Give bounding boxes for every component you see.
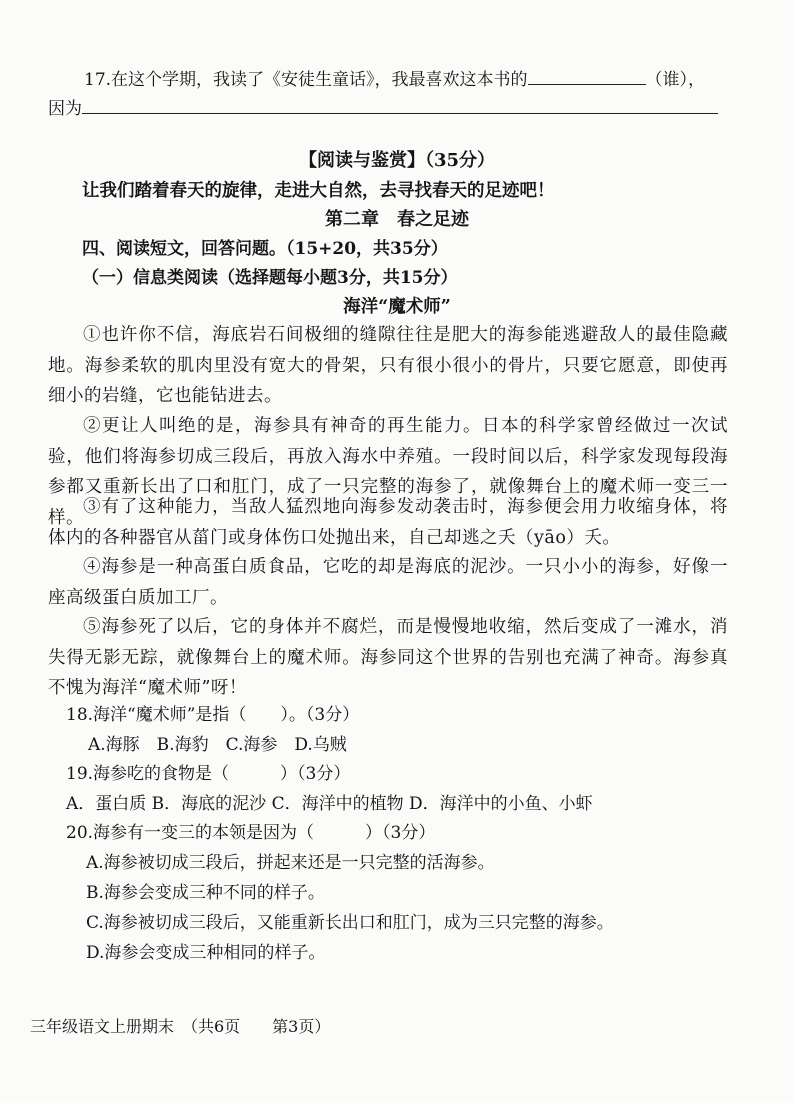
page-footer: 三年级语文上册期末 （共6页 第3页）: [30, 1017, 331, 1036]
section-title: 【阅读与鉴赏】（35分）: [298, 150, 496, 171]
subsection-heading: （一）信息类阅读（选择题每小题3分，共15分）: [82, 268, 458, 288]
question-20-option-a[interactable]: A.海参被切成三段后，拼起来还是一只完整的活海参。: [86, 853, 495, 873]
question-19-stem: 19.海参吃的食物是（ ）（3分）: [66, 764, 351, 784]
section-intro: 让我们踏着春天的旋律，走进大自然，去寻找春天的足迹吧！: [82, 181, 555, 201]
chapter-title: 第二章 春之足迹: [325, 209, 469, 230]
paragraph-1: ①也许你不信，海底岩石间极细的缝隙往往是肥大的海参能逃避敌人的最佳隐藏地。海参柔软的肌肉里没有宽大的骨架，只有很小很小的骨片，只要它愿意，即使再细小的岩缝，它也能钻进去。: [48, 325, 728, 406]
question-20-option-d[interactable]: D.海参会变成三种相同的样子。: [86, 943, 326, 963]
answer-blank-17a[interactable]: [528, 67, 646, 85]
paragraph-5: ⑤海参死了以后，它的身体并不腐烂，而是慢慢地收缩，然后变成了一滩水，消失得无影无踪，就像舞台上的魔术师。海参同这个世界的告别也充满了神奇。海参真不愧为海洋“魔术师”呀！: [48, 617, 728, 698]
answer-blank-17b[interactable]: [82, 96, 718, 114]
question-18-stem: 18.海洋“魔术师”是指（ ）。（3分）: [66, 705, 360, 725]
question-17-line2: [48, 96, 718, 120]
paragraph-2: ②更让人叫绝的是，海参具有神奇的再生能力。日本的科学家曾经做过一次试验，他们将海参切成三段后，再放入海水中养殖。一段时间以后，科学家发现每段海参都又重新长出了口和肛门，成了一只完整的海参了，就像舞台上的魔术师一变三一样。: [48, 416, 728, 528]
question-17-because: 因为: [48, 99, 82, 119]
question-20-option-c[interactable]: C.海参被切成三段后，又能重新长出口和肛门，成为三只完整的海参。: [86, 913, 614, 933]
paragraph-4: ④海参是一种高蛋白质食品，它吃的却是海底的泥沙。一只小小的海参，好像一座高级蛋白质加工厂。: [48, 557, 728, 608]
question-18-options[interactable]: A.海豚 B.海豹 C.海参 D.乌贼: [88, 735, 347, 755]
article-title: 海洋“魔术师”: [343, 297, 451, 317]
question-17-text: 17.在这个学期，我读了《安徒生童话》，我最喜欢这本书的: [84, 70, 528, 90]
question-20-stem: 20.海参有一变三的本领是因为（ ）（3分）: [66, 823, 436, 843]
question-17: [84, 67, 705, 91]
question-19-options[interactable]: A．蛋白质 B．海底的泥沙 C．海洋中的植物 D．海洋中的小鱼、小虾: [66, 794, 593, 814]
paragraph-3: ③有了这种能力，当敌人猛烈地向海参发动袭击时，海参便会用力收缩身体，将体内的各种器官从菑门或身体伤口处抛出来，自己却逃之夭（yāo）夭。: [48, 497, 728, 548]
part-4-heading: 四、阅读短文，回答问题。（15+20，共35分）: [82, 239, 448, 259]
question-17-suffix: （谁），: [645, 70, 706, 90]
question-20-option-b[interactable]: B.海参会变成三种不同的样子。: [86, 883, 325, 903]
